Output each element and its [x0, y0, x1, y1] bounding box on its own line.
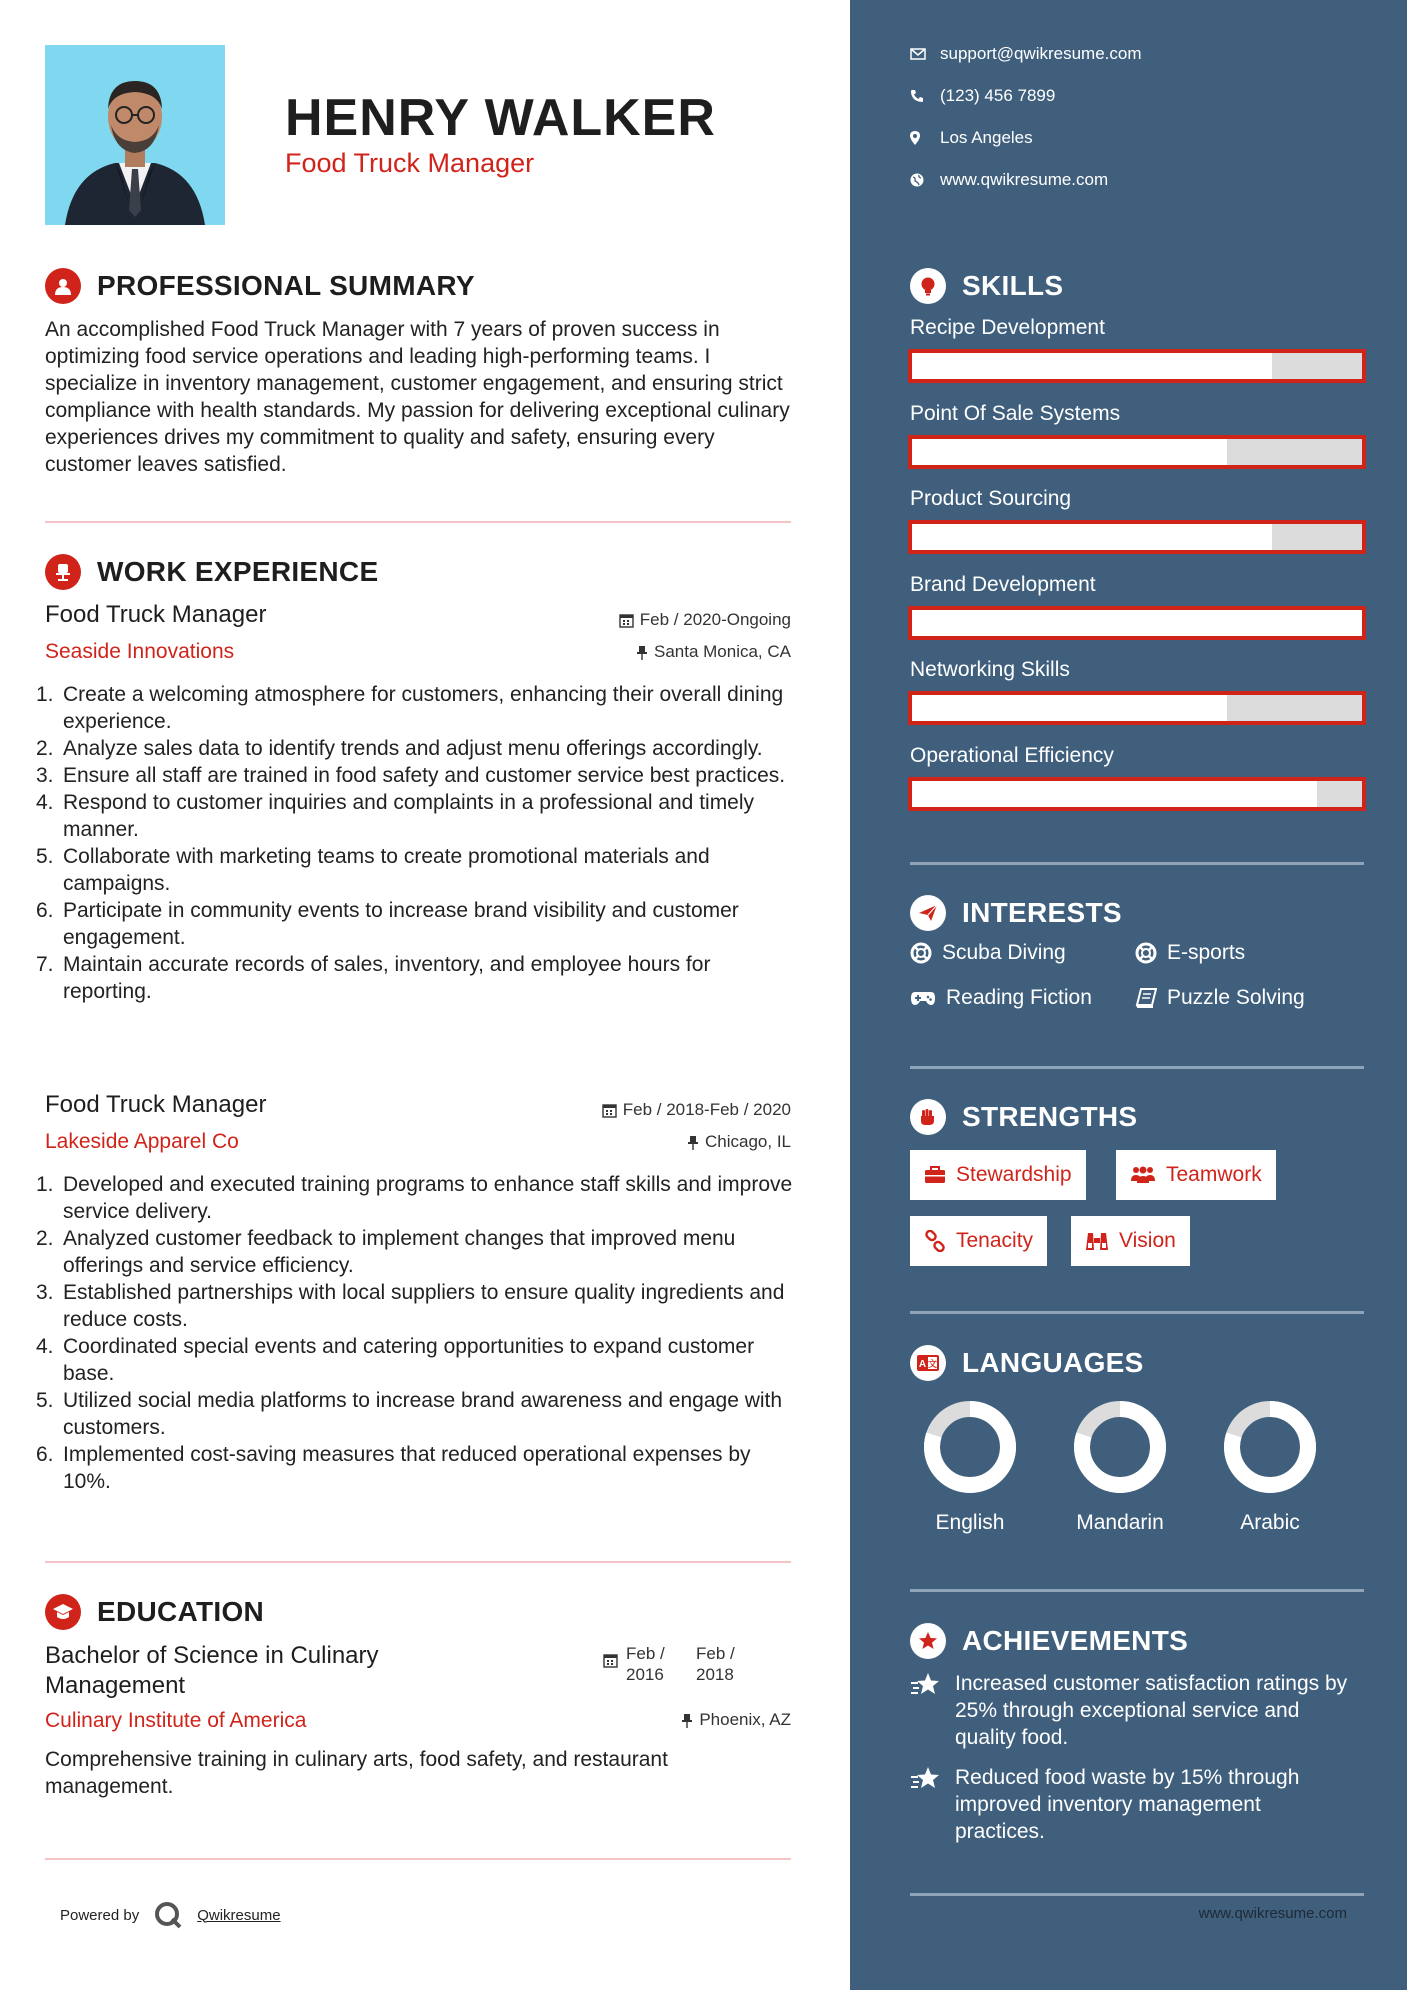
- education-end-year: 2018: [696, 1665, 734, 1684]
- job-duties-list: [36, 681, 796, 1005]
- duty-text: Developed and executed training programs to enhance staff skills and improve service delivery.: [63, 1173, 793, 1223]
- duty-number: 3.: [36, 764, 54, 787]
- duty-item: [36, 1441, 796, 1495]
- education-heading: [45, 1594, 264, 1630]
- experience-heading-text: WORK EXPERIENCE: [97, 556, 379, 587]
- achievement-item: [910, 1670, 1350, 1751]
- duty-text: Analyze sales data to identify trends and adjust menu offerings accordingly.: [63, 737, 763, 760]
- skill-bar-fill: [912, 781, 1317, 807]
- interest-label: Reading Fiction: [946, 986, 1092, 1009]
- duty-text: Maintain accurate records of sales, inventory, and employee hours for reporting.: [63, 953, 711, 1003]
- gamepad-icon: [910, 989, 936, 1007]
- interests-heading: [910, 895, 1122, 931]
- interest-item: [1135, 941, 1245, 965]
- job-title: Food Truck Manager: [45, 601, 267, 628]
- duty-item: [36, 897, 796, 951]
- svg-text:A: A: [918, 1359, 927, 1370]
- achievement-text: Increased customer satisfaction ratings by 25% through exceptional service and quality food.: [955, 1672, 1348, 1749]
- book-icon: [1135, 988, 1157, 1008]
- job-location-text: Santa Monica, CA: [653, 642, 791, 661]
- skills-heading-text: SKILLS: [962, 270, 1064, 301]
- education-location: [681, 1710, 791, 1730]
- qwikresume-logo-icon: [153, 1900, 183, 1930]
- duty-number: 1.: [36, 1173, 54, 1196]
- map-marker-icon: [910, 131, 920, 145]
- duty-number: 1.: [36, 683, 54, 706]
- fast-star-icon: [910, 1766, 942, 1792]
- job-date: [619, 610, 791, 630]
- summary-heading-text: PROFESSIONAL SUMMARY: [97, 270, 475, 301]
- interests-heading-text: INTERESTS: [962, 897, 1122, 928]
- duty-number: 5.: [36, 1389, 54, 1412]
- lightbulb-icon: [910, 268, 946, 304]
- duty-text: Utilized social media platforms to increase brand awareness and engage with customers.: [63, 1389, 783, 1439]
- duty-number: 5.: [36, 845, 54, 868]
- achievements-heading-text: ACHIEVEMENTS: [962, 1625, 1189, 1656]
- languages-heading-text: LANGUAGES: [962, 1347, 1144, 1378]
- pin-icon: [681, 1713, 693, 1728]
- job-date: [602, 1100, 791, 1120]
- fast-star-icon: [910, 1672, 942, 1698]
- strengths-heading: [910, 1099, 1137, 1135]
- contact-website: [910, 170, 1108, 190]
- skill-bar: [908, 520, 1366, 554]
- candidate-name: HENRY WALKER: [285, 89, 716, 147]
- skill-bar: [908, 435, 1366, 469]
- qwikresume-link[interactable]: Qwikresume: [197, 1906, 281, 1924]
- strength-badge: [1116, 1150, 1276, 1200]
- sidebar-divider: [910, 1066, 1364, 1069]
- achievement-text: Reduced food waste by 15% through improved inventory management practices.: [955, 1766, 1300, 1843]
- strength-label: Stewardship: [956, 1163, 1072, 1186]
- section-divider: [45, 1858, 791, 1860]
- skill-bar: [908, 606, 1366, 640]
- duty-item: [36, 1225, 796, 1279]
- duty-number: 4.: [36, 1335, 54, 1358]
- duty-number: 2.: [36, 737, 54, 760]
- life-ring-icon: [910, 942, 932, 964]
- education-description: Comprehensive training in culinary arts, food safety, and restaurant management.: [45, 1748, 668, 1798]
- candidate-title: Food Truck Manager: [285, 148, 535, 178]
- duty-number: 2.: [36, 1227, 54, 1250]
- duty-item: [36, 1279, 796, 1333]
- chair-icon: [45, 554, 81, 590]
- duty-item: [36, 843, 796, 897]
- achievements-heading: [910, 1623, 1188, 1659]
- strength-label: Teamwork: [1166, 1163, 1262, 1186]
- skills-heading: [910, 268, 1063, 304]
- user-icon: [45, 268, 81, 304]
- contact-location-text: Los Angeles: [940, 128, 1033, 147]
- summary-text: An accomplished Food Truck Manager with 7 years of proven success in optimizing food service operations and leading high-performing teams. I specialize in inventory management, customer engagement, and ensuring strict compliance with health standards. My passion for delivering exceptional culinary experiences drives my commitment to quality and safety, ensuring every customer leaves satisfied.: [45, 318, 790, 476]
- duty-number: 3.: [36, 1281, 54, 1304]
- paper-plane-icon: [910, 895, 946, 931]
- graduation-icon: [45, 1594, 81, 1630]
- contact-email-text[interactable]: support@qwikresume.com: [940, 44, 1142, 63]
- strength-label: Vision: [1119, 1229, 1176, 1252]
- school-name: Culinary Institute of America: [45, 1709, 307, 1732]
- degree-line: Management: [45, 1672, 186, 1699]
- users-icon: [1130, 1166, 1156, 1184]
- job-location-text: Chicago, IL: [705, 1132, 791, 1151]
- education-end-month: Feb /: [696, 1644, 735, 1663]
- translate-icon: [910, 1345, 946, 1381]
- duty-text: Coordinated special events and catering opportunities to expand customer base.: [63, 1335, 755, 1385]
- briefcase-icon: [924, 1166, 946, 1184]
- interest-label: Puzzle Solving: [1167, 986, 1305, 1009]
- envelope-icon: [910, 48, 926, 60]
- duty-number: 6.: [36, 899, 54, 922]
- duty-number: 4.: [36, 791, 54, 814]
- job-duties-list: [36, 1171, 796, 1495]
- contact-email: [910, 44, 1142, 64]
- education-location-text: Phoenix, AZ: [699, 1710, 791, 1729]
- strengths-heading-text: STRENGTHS: [962, 1101, 1138, 1132]
- interest-label: E-sports: [1167, 941, 1246, 964]
- skill-name: Product Sourcing: [910, 487, 1072, 510]
- duty-text: Analyzed customer feedback to implement changes that improved menu offerings and service efficiency.: [63, 1227, 736, 1277]
- calendar-icon: [619, 613, 634, 628]
- skill-name: Networking Skills: [910, 658, 1070, 681]
- job-company: Seaside Innovations: [45, 640, 235, 663]
- job-title: Food Truck Manager: [45, 1091, 267, 1118]
- duty-item: [36, 1387, 796, 1441]
- duty-text: Participate in community events to increase brand visibility and customer engagement.: [63, 899, 739, 949]
- education-start: [626, 1643, 688, 1685]
- powered-by-label: Powered by: [60, 1906, 140, 1924]
- duty-text: Create a welcoming atmosphere for customers, enhancing their overall dining experience.: [63, 683, 784, 733]
- interest-item: [910, 986, 1092, 1010]
- summary-heading: [45, 268, 475, 304]
- duty-item: [36, 735, 796, 762]
- interest-item: [1135, 986, 1305, 1010]
- sidebar-divider: [910, 862, 1364, 865]
- contact-phone: [910, 86, 1055, 106]
- sidebar-divider: [910, 1893, 1364, 1896]
- strength-label: Tenacity: [956, 1229, 1034, 1252]
- education-dates: [603, 1643, 735, 1685]
- phone-icon: [910, 89, 924, 103]
- profile-photo: [45, 45, 225, 225]
- svg-text:文: 文: [927, 1359, 938, 1369]
- duty-item: [36, 681, 796, 735]
- language-name: English: [935, 1511, 1005, 1534]
- interest-item: [910, 941, 1066, 965]
- skill-bar: [908, 691, 1366, 725]
- language-name: Arabic: [1240, 1511, 1300, 1534]
- interest-label: Scuba Diving: [942, 941, 1066, 964]
- experience-heading: [45, 554, 378, 590]
- life-ring-icon: [1135, 942, 1157, 964]
- sidebar-divider: [910, 1311, 1364, 1314]
- footer-url[interactable]: www.qwikresume.com: [1198, 1905, 1347, 1922]
- skill-bar-fill: [912, 353, 1272, 379]
- duty-text: Implemented cost-saving measures that reduced operational expenses by 10%.: [63, 1443, 751, 1493]
- duty-number: 7.: [36, 953, 54, 976]
- calendar-icon: [603, 1653, 618, 1668]
- skill-name: Operational Efficiency: [910, 743, 1114, 767]
- language-ring: [1220, 1397, 1320, 1497]
- section-divider: [45, 1561, 791, 1563]
- duty-item: [36, 951, 796, 1005]
- job-location: [687, 1132, 791, 1152]
- strength-badge: [910, 1150, 1086, 1200]
- job-date-text: Feb / 2018-Feb / 2020: [622, 1100, 791, 1119]
- skill-name: Point Of Sale Systems: [910, 401, 1121, 425]
- education-end: [696, 1643, 735, 1685]
- contact-phone-text[interactable]: (123) 456 7899: [940, 86, 1056, 105]
- language-ring: [920, 1397, 1020, 1497]
- duty-text: Collaborate with marketing teams to create promotional materials and campaigns.: [63, 845, 710, 895]
- duty-item: [36, 1171, 796, 1225]
- achievement-item: [910, 1764, 1350, 1845]
- skill-bar: [908, 349, 1366, 383]
- sidebar-divider: [910, 1589, 1364, 1592]
- sidebar: [850, 0, 1407, 1990]
- skill-bar: [908, 777, 1366, 811]
- pin-icon: [636, 645, 648, 660]
- language-ring: [1070, 1397, 1170, 1497]
- powered-by: [60, 1900, 281, 1930]
- duty-item: [36, 789, 796, 843]
- section-divider: [45, 521, 791, 523]
- duty-number: 6.: [36, 1443, 54, 1466]
- globe-icon: [910, 173, 924, 187]
- education-start-year: 2016: [626, 1665, 664, 1684]
- contact-location: [910, 128, 1033, 148]
- strength-badge: [910, 1216, 1047, 1266]
- job-location: [636, 642, 791, 662]
- degree-title: [45, 1641, 379, 1701]
- skill-name: Recipe Development: [910, 316, 1105, 339]
- duty-item: [36, 1333, 796, 1387]
- contact-website-text[interactable]: www.qwikresume.com: [940, 170, 1109, 189]
- fist-icon: [910, 1099, 946, 1135]
- degree-line: Bachelor of Science in Culinary: [45, 1642, 379, 1669]
- skill-bar-fill: [912, 524, 1272, 550]
- calendar-icon: [602, 1103, 617, 1118]
- skill-bar-fill: [912, 695, 1227, 721]
- language-name: Mandarin: [1076, 1511, 1164, 1534]
- education-start-month: Feb /: [626, 1644, 665, 1663]
- languages-heading: [910, 1345, 1144, 1381]
- pin-icon: [687, 1135, 699, 1150]
- star-badge-icon: [910, 1623, 946, 1659]
- job-company: Lakeside Apparel Co: [45, 1130, 239, 1153]
- duty-text: Ensure all staff are trained in food safety and customer service best practices.: [63, 764, 786, 787]
- job-date-text: Feb / 2020-Ongoing: [639, 610, 791, 629]
- skill-bar-fill: [912, 439, 1227, 465]
- education-heading-text: EDUCATION: [97, 1596, 265, 1627]
- strength-badge: [1071, 1216, 1190, 1266]
- duty-text: Respond to customer inquiries and complaints in a professional and timely manner.: [63, 791, 755, 841]
- duty-text: Established partnerships with local suppliers to ensure quality ingredients and reduce costs.: [63, 1281, 785, 1331]
- link-icon: [924, 1230, 946, 1252]
- binoculars-icon: [1085, 1231, 1109, 1251]
- skill-bar-fill: [912, 610, 1362, 636]
- skill-name: Brand Development: [910, 572, 1096, 596]
- duty-item: [36, 762, 796, 789]
